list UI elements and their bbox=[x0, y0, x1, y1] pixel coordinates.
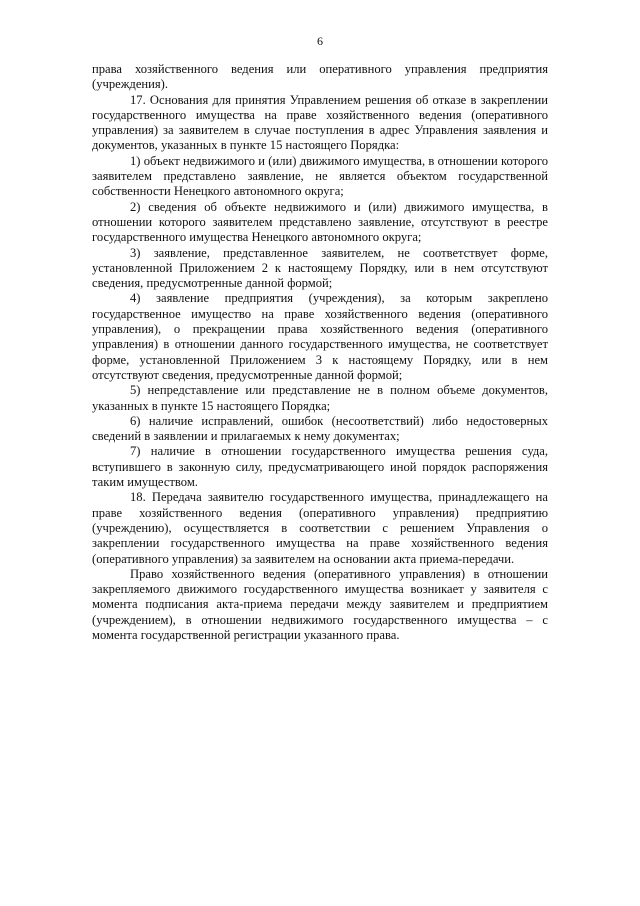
list-item-5: 5) непредставление или представление не в полном объеме документов, указанных в пункте 15 настоящего Порядка; bbox=[92, 383, 548, 413]
paragraph-item-18: 18. Передача заявителю государственного имущества, принадлежащего на праве хозяйственного ведения (оперативного управления) предприятию (учреждению), осуществляется в соответствии с решением Управления о закреплении государственного имущества на праве хозяйственного ведения (оперативного управления) за заявителем на основании акта приема-передачи. bbox=[92, 490, 548, 566]
paragraph-item-17: 17. Основания для принятия Управлением решения об отказе в закреплении государственного имущества на праве хозяйственного ведения (оперативного управления) за заявителем в случае поступления в адрес Управления заявления и документов, указанных в пункте 15 настоящего Порядка: bbox=[92, 92, 548, 153]
list-item-4: 4) заявление предприятия (учреждения), за которым закреплено государственное имущество на праве хозяйственного ведения (оперативного управления), о прекращении права хозяйственного ведения (оперативного управления) в отношении данного государственного имущества, не соответствует форме, установленной Приложением 3 к настоящему Порядку, или в нем отсутствуют сведения, предусмотренные данной формой; bbox=[92, 291, 548, 382]
paragraph-continuation: права хозяйственного ведения или оперативного управления предприятия (учреждения). bbox=[92, 62, 548, 92]
list-item-1: 1) объект недвижимого и (или) движимого имущества, в отношении которого заявителем представлено заявление, не является объектом государственной собственности Ненецкого автономного округа; bbox=[92, 153, 548, 199]
list-item-7: 7) наличие в отношении государственного имущества решения суда, вступившего в законную силу, предусматривающего иной порядок распоряжения таким имуществом. bbox=[92, 444, 548, 490]
list-item-6: 6) наличие исправлений, ошибок (несоответствий) либо недостоверных сведений в заявлении и прилагаемых к нему документах; bbox=[92, 413, 548, 444]
document-body bbox=[92, 62, 548, 643]
page-number: 6 bbox=[317, 34, 323, 48]
list-item-3: 3) заявление, представленное заявителем, не соответствует форме, установленной Приложением 2 к настоящему Порядку, или в нем отсутствуют сведения, предусмотренные данной формой; bbox=[92, 245, 548, 291]
paragraph-right-clause: Право хозяйственного ведения (оперативного управления) в отношении закрепляемого движимого государственного имущества возникает у заявителя с момента подписания акта-приема передачи между заявителем и предприятием (учреждением), в отношении недвижимого государственного имущества – с момента государственной регистрации указанного права. bbox=[92, 566, 548, 642]
list-item-2: 2) сведения об объекте недвижимого и (или) движимого имущества, в отношении которого заявителем представлено заявление, отсутствуют в реестре государственного имущества Ненецкого автономного округа; bbox=[92, 199, 548, 245]
